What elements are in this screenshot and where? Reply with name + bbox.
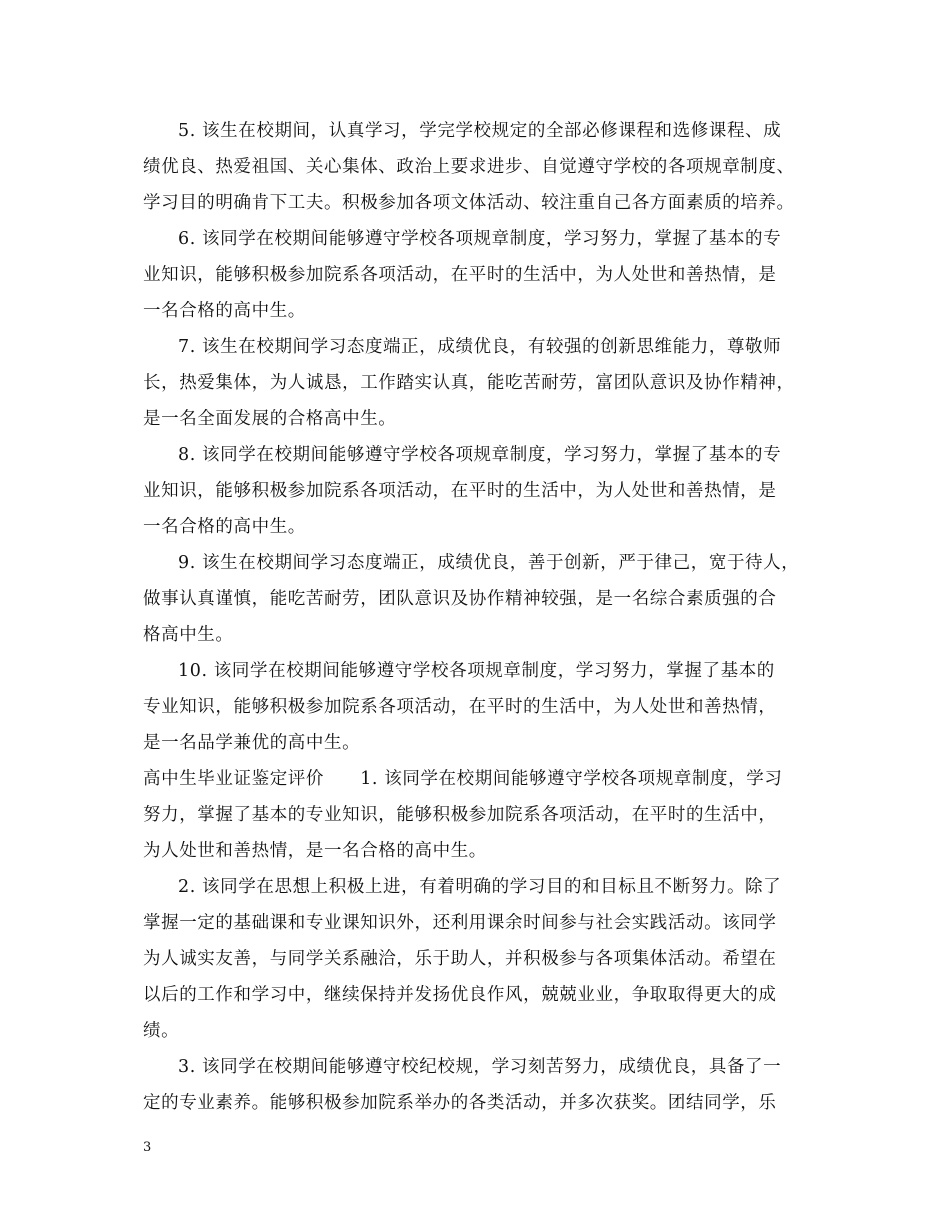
paragraph-8-line-1: 8. 该同学在校期间能够遵守学校各项规章制度，学习努力，掌握了基本的专 xyxy=(178,445,782,465)
section-heading-line: 高中生毕业证鉴定评价 1. 该同学在校期间能够遵守学校各项规章制度，学习 xyxy=(143,769,783,789)
paragraph-6-line-3: 一名合格的高中生。 xyxy=(143,301,306,321)
paragraph-1-line-3: 为人处世和善热情，是一名合格的高中生。 xyxy=(143,841,487,861)
paragraph-2-line-3: 为人诚实友善，与同学关系融洽，乐于助人，并积极参与各项集体活动。希望在 xyxy=(143,949,777,969)
paragraph-2-line-5: 绩。 xyxy=(143,1021,180,1041)
paragraph-10-line-2: 专业知识，能够积极参加院系各项活动，在平时的生活中，为人处世和善热情， xyxy=(143,697,777,717)
paragraph-8-line-2: 业知识，能够积极参加院系各项活动，在平时的生活中，为人处世和善热情，是 xyxy=(143,481,777,501)
paragraph-2-line-1: 2. 该同学在思想上积极上进，有着明确的学习目的和目标且不断努力。除了 xyxy=(178,877,782,897)
paragraph-8-line-3: 一名合格的高中生。 xyxy=(143,517,306,537)
paragraph-6-line-1: 6. 该同学在校期间能够遵守学校各项规章制度，学习努力，掌握了基本的专 xyxy=(178,229,782,249)
paragraph-9-line-2: 做事认真谨慎，能吃苦耐劳，团队意识及协作精神较强，是一名综合素质强的合 xyxy=(143,589,777,609)
paragraph-9-line-1: 9. 该生在校期间学习态度端正，成绩优良，善于创新，严于律己，宽于待人， xyxy=(178,553,800,573)
paragraph-10-line-3: 是一名品学兼优的高中生。 xyxy=(143,733,361,753)
paragraph-2-line-4: 以后的工作和学习中，继续保持并发扬优良作风，兢兢业业，争取取得更大的成 xyxy=(143,985,777,1005)
paragraph-5-line-2: 绩优良、热爱祖国、关心集体、政治上要求进步、自觉遵守学校的各项规章制度、 xyxy=(143,157,795,177)
paragraph-7-line-3: 是一名全面发展的合格高中生。 xyxy=(143,409,397,429)
paragraph-5-line-3: 学习目的明确肯下工夫。积极参加各项文体活动、较注重自己各方面素质的培养。 xyxy=(143,193,795,213)
paragraph-9-line-3: 格高中生。 xyxy=(143,625,234,645)
paragraph-7-line-2: 长，热爱集体，为人诚恳，工作踏实认真，能吃苦耐劳，富团队意识及协作精神， xyxy=(143,373,795,393)
paragraph-1-line-2: 努力，掌握了基本的专业知识，能够积极参加院系各项活动，在平时的生活中， xyxy=(143,805,777,825)
page-number: 3 xyxy=(143,1140,152,1155)
paragraph-7-line-1: 7. 该生在校期间学习态度端正，成绩优良，有较强的创新思维能力，尊敬师 xyxy=(178,337,782,357)
paragraph-3-line-1: 3. 该同学在校期间能够遵守校纪校规，学习刻苦努力，成绩优良，具备了一 xyxy=(178,1057,782,1077)
paragraph-10-line-1: 10. 该同学在校期间能够遵守学校各项规章制度，学习努力，掌握了基本的 xyxy=(178,661,775,681)
paragraph-5-line-1: 5. 该生在校期间，认真学习，学完学校规定的全部必修课程和选修课程、成 xyxy=(178,121,782,141)
paragraph-2-line-2: 掌握一定的基础课和专业课知识外，还利用课余时间参与社会实践活动。该同学 xyxy=(143,913,777,933)
paragraph-3-line-2: 定的专业素养。能够积极参加院系举办的各类活动，并多次获奖。团结同学，乐 xyxy=(143,1093,777,1113)
paragraph-6-line-2: 业知识，能够积极参加院系各项活动，在平时的生活中，为人处世和善热情，是 xyxy=(143,265,777,285)
